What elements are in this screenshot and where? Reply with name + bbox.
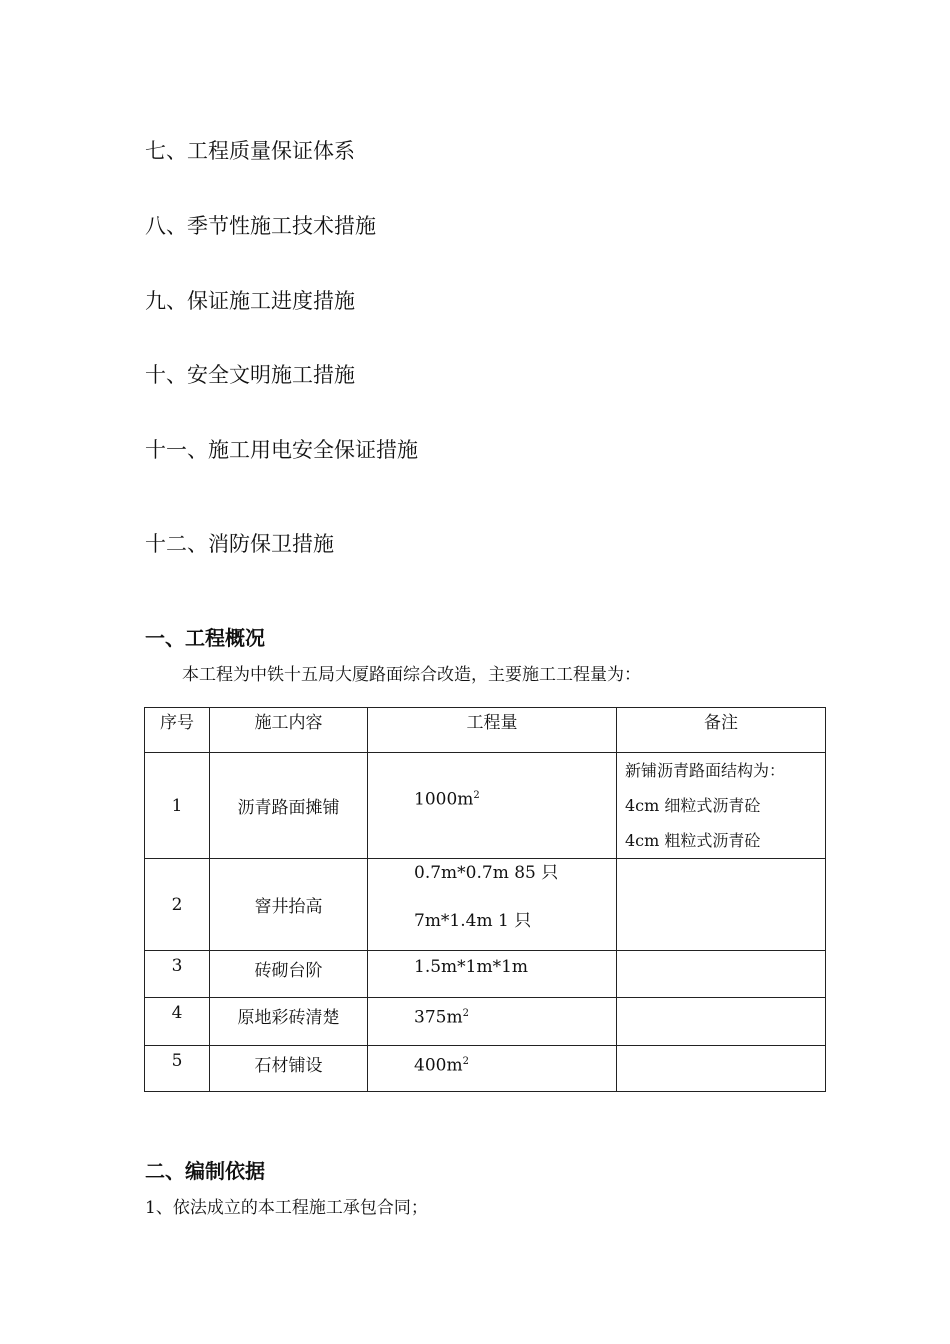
overview-intro: 本工程为中铁十五局大厦路面综合改造，主要施工工程量为：	[182, 665, 641, 685]
basis-item-1: 1、依法成立的本工程施工承包合同；	[145, 1198, 428, 1218]
note-line: 4cm 粗粒式沥青砼	[625, 831, 761, 850]
qty-value: 400m	[414, 1055, 463, 1076]
row-no: 5	[145, 1046, 210, 1092]
qty-exponent: 2	[473, 789, 480, 801]
note-line: 4cm 细粒式沥青砼	[625, 796, 761, 815]
row-no: 1	[145, 753, 210, 859]
row-note	[617, 998, 826, 1046]
table-header-row	[145, 708, 826, 753]
section-heading-basis: 二、编制依据	[145, 1159, 265, 1183]
row-quantity	[368, 753, 617, 859]
table-row	[145, 859, 826, 951]
row-no: 2	[145, 859, 210, 951]
note-line: 新铺沥青路面结构为：	[625, 761, 786, 780]
row-no: 4	[145, 998, 210, 1046]
qty-exponent: 2	[462, 1008, 469, 1019]
row-note	[617, 1046, 826, 1092]
table-row	[145, 753, 826, 859]
row-content: 沥青路面摊铺	[210, 753, 368, 859]
row-note	[617, 951, 826, 998]
row-quantity	[368, 1046, 617, 1092]
section-heading-overview: 一、工程概况	[145, 626, 265, 650]
qty-value: 0.7m*0.7m 85 只	[414, 863, 559, 883]
quantity-table	[144, 707, 826, 1092]
row-no: 3	[145, 951, 210, 998]
table-row	[145, 998, 826, 1046]
table-row	[145, 1046, 826, 1092]
row-content: 原地彩砖清楚	[210, 998, 368, 1046]
row-note	[617, 753, 826, 859]
row-quantity	[368, 998, 617, 1046]
header-content: 施工内容	[210, 708, 368, 753]
qty-value: 1000m	[414, 789, 474, 810]
header-note: 备注	[617, 708, 826, 753]
toc-item-11: 十一、施工用电安全保证措施	[145, 438, 418, 462]
row-quantity	[368, 859, 617, 951]
toc-item-7: 七、工程质量保证体系	[145, 139, 355, 163]
qty-exponent: 2	[462, 1056, 469, 1067]
table-row	[145, 951, 826, 998]
qty-value: 375m	[414, 1007, 463, 1028]
row-content: 石材铺设	[210, 1046, 368, 1092]
toc-item-8: 八、季节性施工技术措施	[145, 214, 376, 238]
row-quantity	[368, 951, 617, 998]
toc-item-9: 九、保证施工进度措施	[145, 289, 355, 313]
qty-value: 7m*1.4m 1 只	[414, 911, 532, 931]
row-note	[617, 859, 826, 951]
header-no: 序号	[145, 708, 210, 753]
toc-item-10: 十、安全文明施工措施	[145, 363, 355, 387]
row-content: 窨井抬高	[210, 859, 368, 951]
header-quantity: 工程量	[368, 708, 617, 753]
row-content: 砖砌台阶	[210, 951, 368, 998]
qty-value: 1.5m*1m*1m	[414, 957, 529, 977]
toc-item-12: 十二、消防保卫措施	[145, 532, 334, 556]
